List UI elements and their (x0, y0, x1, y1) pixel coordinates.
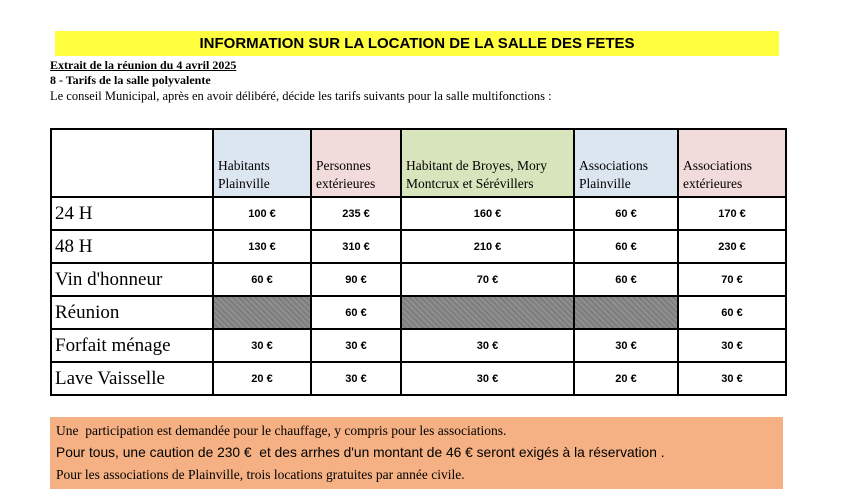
table-row (51, 296, 786, 329)
tariff-table (50, 128, 787, 396)
tariff-cell: 30 € (311, 329, 401, 362)
column-header-associations-exterieures: Associations extérieures (678, 129, 786, 197)
column-header-habitants-plainville: Habitants Plainville (213, 129, 311, 197)
tariff-cell: 160 € (401, 197, 574, 230)
tariff-cell: 230 € (678, 230, 786, 263)
tariff-cell: 60 € (574, 230, 678, 263)
tariff-cell: 210 € (401, 230, 574, 263)
column-header-personnes-exterieures: Personnes extérieures (311, 129, 401, 197)
tariff-cell: 100 € (213, 197, 311, 230)
intro-text: Le conseil Municipal, après en avoir délibéré, décide les tarifs suivants pour la salle multifonctions : (50, 89, 552, 103)
row-label: 24 H (51, 197, 213, 230)
table-row (51, 362, 786, 395)
tariff-cell: 130 € (213, 230, 311, 263)
title-bar (55, 31, 779, 56)
tariff-cell: 30 € (213, 329, 311, 362)
row-label: Forfait ménage (51, 329, 213, 362)
section-heading: 8 - Tarifs de la salle polyvalente (50, 73, 211, 87)
note-line: Pour les associations de Plainville, trois locations gratuites par année civile. (56, 467, 465, 482)
table-row (51, 263, 786, 296)
tariff-cell: 20 € (574, 362, 678, 395)
tariff-cell: 30 € (678, 329, 786, 362)
row-label: 48 H (51, 230, 213, 263)
tariff-cell: 30 € (311, 362, 401, 395)
tariff-cell: 70 € (401, 263, 574, 296)
tariff-cell: 60 € (678, 296, 786, 329)
tariff-cell: 30 € (401, 362, 574, 395)
tariff-cell: 60 € (311, 296, 401, 329)
tariff-cell: 60 € (574, 263, 678, 296)
tariff-cell: 70 € (678, 263, 786, 296)
tariff-cell: 170 € (678, 197, 786, 230)
tariff-cell: 235 € (311, 197, 401, 230)
note-line: Une participation est demandée pour le chauffage, y compris pour les associations. (56, 423, 507, 438)
page-title: INFORMATION SUR LA LOCATION DE LA SALLE DES FETES (199, 35, 635, 52)
tariff-cell: 60 € (213, 263, 311, 296)
notes-box (50, 417, 783, 489)
row-label: Vin d'honneur (51, 263, 213, 296)
tariff-cell: 20 € (213, 362, 311, 395)
tariff-cell-hatched (401, 296, 574, 329)
tariff-cell: 60 € (574, 197, 678, 230)
table-row (51, 197, 786, 230)
column-header-empty (51, 129, 213, 197)
meeting-extract-line: Extrait de la réunion du 4 avril 2025 (50, 58, 237, 72)
column-header-habitant-broyes: Habitant de Broyes, Mory Montcrux et Sérévillers (401, 129, 574, 197)
tariff-cell-hatched (574, 296, 678, 329)
column-header-associations-plainville: Associations Plainville (574, 129, 678, 197)
tariff-cell: 30 € (401, 329, 574, 362)
row-label: Réunion (51, 296, 213, 329)
note-line: Pour tous, une caution de 230 € et des arrhes d'un montant de 46 € seront exigés à la réservation . (56, 445, 665, 460)
tariff-cell: 90 € (311, 263, 401, 296)
tariff-cell-hatched (213, 296, 311, 329)
table-row (51, 230, 786, 263)
tariff-cell: 310 € (311, 230, 401, 263)
tariff-cell: 30 € (678, 362, 786, 395)
table-row (51, 329, 786, 362)
row-label: Lave Vaisselle (51, 362, 213, 395)
header-row (51, 129, 786, 197)
tariff-cell: 30 € (574, 329, 678, 362)
